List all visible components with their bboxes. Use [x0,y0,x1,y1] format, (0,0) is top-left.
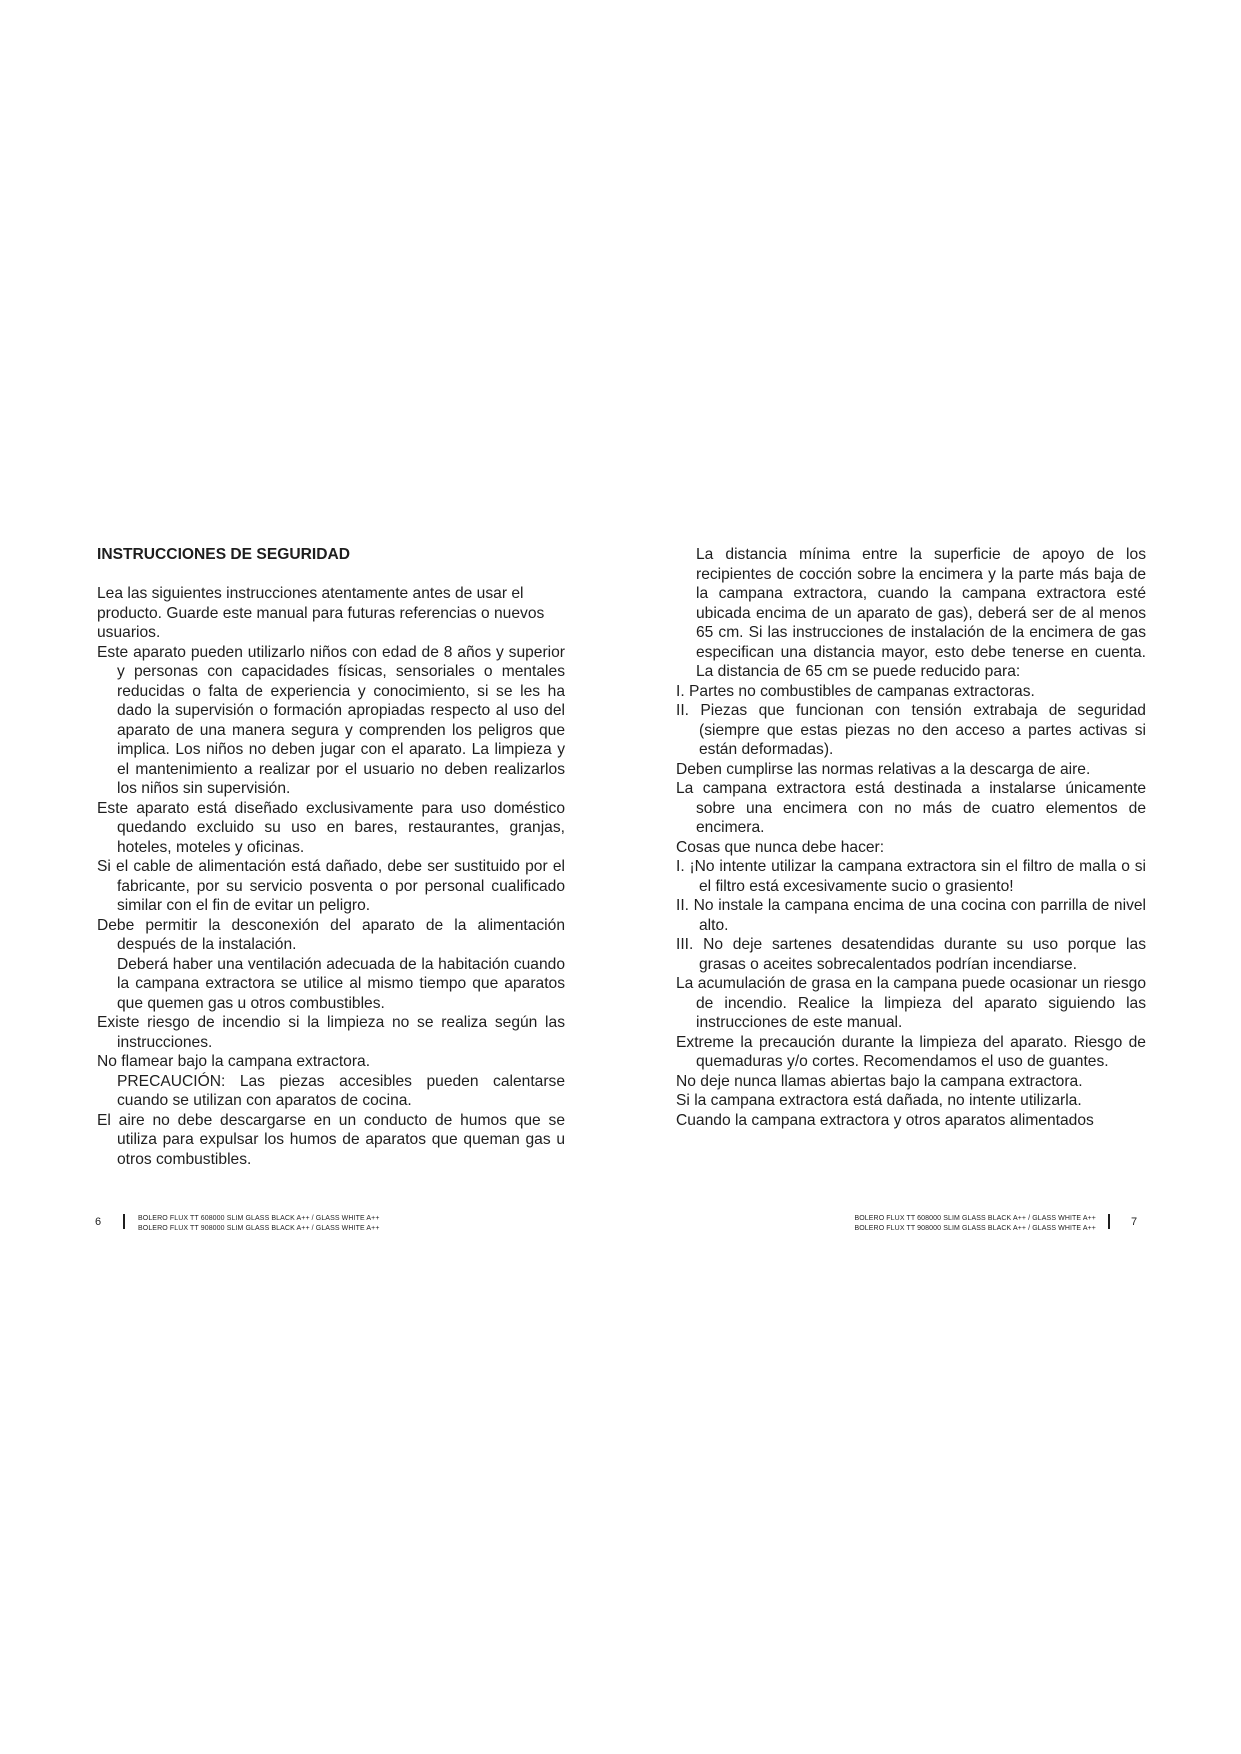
ventilation-paragraph: Deberá haber una ventilación adecuada de la habitación cuando la campana extractora se utilice al mismo tiempo que aparatos que quemen gas u otros combustibles. [117,955,565,1012]
never-title: Cosas que nunca debe hacer: [676,838,885,856]
air-discharge-paragraph: El aire no debe descargarse en un conducto de humos que se utiliza para expulsar los humos de aparatos que queman gas u otros combustibles. [97,1111,565,1168]
children-paragraph: Este aparato pueden utilizarlo niños con edad de 8 años y superior y personas con capacidades físicas, sensoriales o mentales reducidas o falta de experiencia y conocimiento, si se les ha dado la supervisión o formación apropiadas respecto al uso del aparato de una manera segura y comprenden los peligros que implica. Los niños no deben jugar con el aparato. La limpieza y el mantenimiento a realizar por el usuario no deben realizarlos los niños sin supervisión. [97,643,565,797]
page-number-left: 6 [95,1216,102,1228]
power-cable-paragraph: Si el cable de alimentación está dañado, debe ser sustituido por el fabricante, por su servicio posventa o por personal cualificado similar con el fin de evitar un peligro. [97,858,565,914]
list-item: I. Partes no combustibles de campanas extractoras. [676,682,1035,700]
when-paragraph: Cuando la campana extractora y otros aparatos alimentados [676,1111,1094,1129]
install-paragraph: La campana extractora está destinada a instalarse únicamente sobre una encimera con no más de cuatro elementos de encimera. [676,780,1146,836]
intro-paragraph: Lea las siguientes instrucciones atentamente antes de usar el producto. Guarde este manual para futuras referencias o nuevos usuarios. [97,585,545,641]
disconnection-paragraph: Debe permitir la desconexión del aparato de la alimentación después de la instalación. [97,916,565,953]
grease-paragraph: La acumulación de grasa en la campana puede ocasionar un riesgo de incendio. Realice la limpieza del aparato siguiendo las instrucciones de este manual. [676,975,1146,1031]
section-title: INSTRUCCIONES DE SEGURIDAD [97,546,350,563]
left-column [97,545,565,1169]
footer-model-line2: BOLERO FLUX TT 908000 SLIM GLASS BLACK A++ / GLASS WHITE A++ [854,1225,1096,1232]
footer-model-line1: BOLERO FLUX TT 608000 SLIM GLASS BLACK A++ / GLASS WHITE A++ [138,1215,380,1222]
footer-divider-left [123,1214,125,1229]
footer-model-right [836,1214,1096,1234]
list-item: I. ¡No intente utilizar la campana extractora sin el filtro de malla o si el filtro está excesivamente sucio o grasiento! [676,858,1146,895]
page-number-right: 7 [1131,1216,1138,1228]
footer-model-line1: BOLERO FLUX TT 608000 SLIM GLASS BLACK A++ / GLASS WHITE A++ [854,1215,1096,1222]
footer-model-left [138,1214,380,1234]
extreme-caution-paragraph: Extreme la precaución durante la limpieza del aparato. Riesgo de quemaduras y/o cortes. Recomendamos el uso de guantes. [676,1033,1146,1070]
right-column [676,545,1146,1130]
fire-risk-paragraph: Existe riesgo de incendio si la limpieza no se realiza según las instrucciones. [97,1014,565,1051]
norms-paragraph: Deben cumplirse las normas relativas a la descarga de aire. [676,760,1091,778]
footer-model-line2: BOLERO FLUX TT 908000 SLIM GLASS BLACK A++ / GLASS WHITE A++ [138,1225,380,1232]
footer-divider-right [1108,1214,1110,1229]
distance-paragraph: La distancia mínima entre la superficie de apoyo de los recipientes de cocción sobre la encimera y la parte más baja de la campana extractora, cuando la campana extractora esté ubicada encima de un aparato de gas), deberá ser de al menos 65 cm. Si las instrucciones de instalación de la encimera de gas especifican una distancia mayor, esto debe tenerse en cuenta. La distancia de 65 cm se puede reducido para: [696,546,1146,680]
open-flames-paragraph: No deje nunca llamas abiertas bajo la campana extractora. [676,1072,1083,1090]
no-flame-paragraph: No flamear bajo la campana extractora. [97,1053,371,1070]
domestic-use-paragraph: Este aparato está diseñado exclusivamente para uso doméstico quedando excluido su uso en bares, restaurantes, granjas, hoteles, moteles y oficinas. [97,799,565,856]
damaged-paragraph: Si la campana extractora está dañada, no intente utilizarla. [676,1092,1082,1109]
list-item: III. No deje sartenes desatendidas durante su uso porque las grasas o aceites sobrecalentados podrían incendiarse. [676,936,1146,973]
list-item: II. No instale la campana encima de una cocina con parrilla de nivel alto. [676,897,1146,934]
caution-paragraph: PRECAUCIÓN: Las piezas accesibles pueden calentarse cuando se utilizan con aparatos de cocina. [117,1072,565,1109]
list-item: II. Piezas que funcionan con tensión extrabaja de seguridad (siempre que estas piezas no den acceso a partes activas si están deformadas). [676,702,1146,758]
